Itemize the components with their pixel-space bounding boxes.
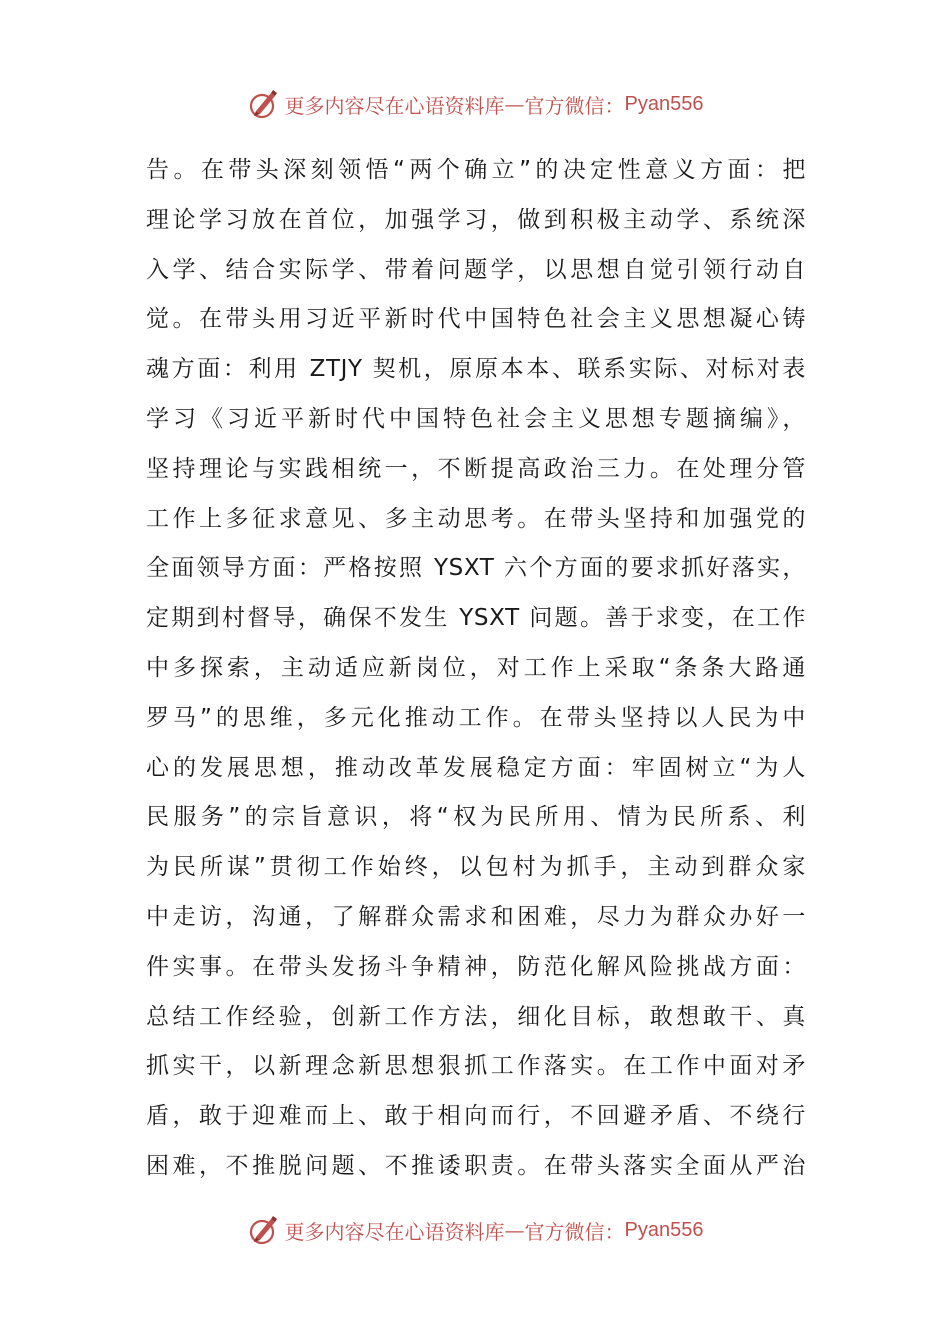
text-line: 全面领导方面：严格按照 YSXT 六个方面的要求抓好落实，	[146, 555, 806, 582]
footer-wechat-label: 官方微信：	[524, 1219, 625, 1244]
text-line: 抓实干，以新理念新思想狠抓工作落实。在工作中面对矛	[146, 1053, 806, 1080]
header-banner	[0, 84, 950, 124]
text-line: 魂方面：利用 ZTJY 契机，原原本本、联系实际、对标对表	[146, 356, 806, 383]
text-line: 告。在带头深刻领悟“两个确立”的决定性意义方面：把	[146, 157, 806, 183]
footer-banner	[0, 1210, 950, 1250]
pen-circle-logo-icon	[247, 87, 281, 121]
text-line: 心的发展思想，推动改革发展稳定方面：牢固树立“为人	[146, 754, 806, 781]
text-line: 盾，敢于迎难而上、敢于相向而行，不回避矛盾、不绕行	[146, 1103, 806, 1130]
text-line: 中多探索，主动适应新岗位，对工作上采取“条条大路通	[146, 654, 806, 681]
footer-separator: —	[504, 1218, 525, 1242]
text-line: 件实事。在带头发扬斗争精神，防范化解风险挑战方面：	[146, 953, 806, 980]
header-separator: —	[504, 92, 525, 116]
text-line: 民服务”的宗旨意识，将“权为民所用、情为民所系、利	[146, 804, 806, 831]
header-wechat-id: Pyan556	[624, 92, 704, 115]
text-line: 困难，不推脱问题、不推诿职责。在带头落实全面从严治	[146, 1152, 806, 1179]
header-site-name: 更多内容尽在心语资料库	[284, 93, 505, 118]
text-line: 理论学习放在首位，加强学习，做到积极主动学、系统深	[146, 206, 806, 233]
text-line: 中走访，沟通，了解群众需求和困难，尽力为群众办好一	[146, 903, 806, 930]
text-line: 学习《习近平新时代中国特色社会主义思想专题摘编》，	[146, 405, 806, 432]
text-line: 工作上多征求意见、多主动思考。在带头坚持和加强党的	[146, 505, 806, 532]
text-line: 总结工作经验，创新工作方法，细化目标，敢想敢干、真	[146, 1003, 806, 1030]
text-line: 入学、结合实际学、带着问题学，以思想自觉引领行动自	[146, 256, 806, 283]
text-line: 觉。在带头用习近平新时代中国特色社会主义思想凝心铸	[146, 306, 806, 333]
text-line: 定期到村督导，确保不发生 YSXT 问题。善于求变，在工作	[146, 605, 806, 632]
header-wechat-label: 官方微信：	[524, 93, 625, 118]
footer-wechat-id: Pyan556	[624, 1218, 704, 1241]
footer-site-name: 更多内容尽在心语资料库	[284, 1219, 505, 1244]
pen-circle-logo-icon	[247, 1213, 281, 1247]
text-line: 罗马”的思维，多元化推动工作。在带头坚持以人民为中	[146, 704, 806, 731]
text-line: 坚持理论与实践相统一，不断提高政治三力。在处理分管	[146, 455, 806, 482]
document-body	[146, 146, 806, 1192]
text-line: 为民所谋”贯彻工作始终，以包村为抓手，主动到群众家	[146, 854, 806, 881]
